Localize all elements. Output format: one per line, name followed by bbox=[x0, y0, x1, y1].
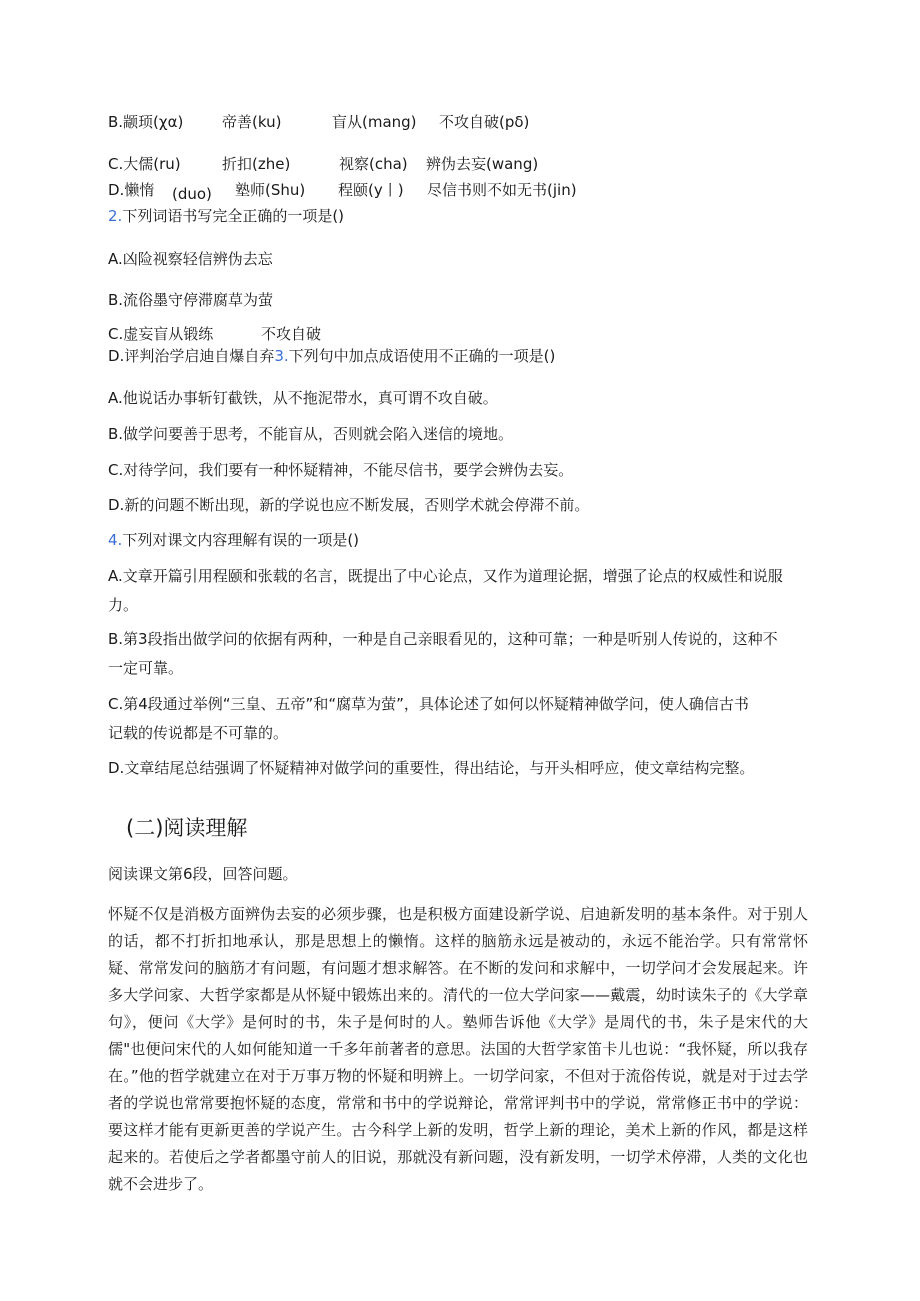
question-3-option-d: D.新的问题不断出现，新的学说也应不断发展，否则学术就会停滞不前。 bbox=[108, 496, 590, 514]
question-3-option-c: C.对待学问，我们要有一种怀疑精神，不能尽信书，要学会辨伪去妄。 bbox=[108, 461, 574, 479]
question-4-number: 4. bbox=[108, 531, 123, 549]
question-4-stem bbox=[108, 530, 359, 550]
question-2-option-c: C.虚妄盲从锻练 bbox=[108, 325, 214, 343]
q1-option-d-word2: 塾师(Shu) bbox=[235, 181, 306, 199]
reading-passage: 怀疑不仅是消极方面辨伪去妄的必须步骤，也是积极方面建设新学说、启迪新发明的基本条件。对于别人的话，都不打折扣地承认，那是思想上的懒惰。这样的脑筋永远是被动的，永远不能治学。只有常常怀疑、常常发问的脑筋才有问题，有问题才想求解答。在不断的发问和求解中，一切学问才会发展起来。许多大学问家、大哲学家都是从怀疑中锻炼出来的。清代的一位大学问家——戴震，幼时读朱子的《大学章句》，便问《大学》是何时的书，朱子是何时的人。塾师告诉他《大学》是周代的书，朱子是宋代的大儒"也便问宋代的人如何能知道一千多年前著者的意思。法国的大哲学家笛卡儿也说：“我怀疑，所以我存在。”他的哲学就建立在对于万事万物的怀疑和明辨上。一切学问家，不但对于流俗传说，就是对于过去学者的学说也常常要抱怀疑的态度，常常和书中的学说辩论，常常评判书中的学说，常常修正书中的学说：要这样才能有更新更善的学说产生。古今科学上新的发明，哲学上新的理论，美术上新的作风，都是这样起来的。若使后之学者都墨守前人的旧说，那就没有新问题，没有新发明，一切学术停滞，人类的文化也就不会进步了。 bbox=[108, 905, 808, 1193]
q1-option-d-word4: 尽信书则不如无书(jin) bbox=[427, 181, 577, 199]
question-4-option-b-line1: B.第3段指出做学问的依据有两种，一种是自己亲眼看见的，这种可靠；一种是听别人传说的，这种不 bbox=[108, 630, 778, 648]
section-2-heading: (二)阅读理解 bbox=[126, 816, 248, 840]
question-4-option-d: D.文章结尾总结强调了怀疑精神对做学问的重要性，得出结论，与开头相呼应，使文章结构完整。 bbox=[108, 759, 755, 777]
q1-option-b-word1: B.颛顼(χα) bbox=[108, 113, 184, 131]
question-3-stem: 下列句中加点成语使用不正确的一项是() bbox=[288, 347, 556, 365]
section-2-instruction: 阅读课文第6段，回答问题。 bbox=[108, 865, 298, 883]
question-3-option-a: A.他说话办事斩钉截铁，从不拖泥带水，真可谓不攻自破。 bbox=[108, 389, 498, 407]
question-3-number: 3. bbox=[274, 347, 289, 365]
question-2-option-d-line bbox=[108, 346, 555, 366]
q1-option-c-word2: 折扣(zhe) bbox=[222, 155, 291, 173]
question-2-option-c-word: 不攻自破 bbox=[261, 325, 322, 343]
q1-option-c-word4: 辨伪去妄(wang) bbox=[426, 155, 539, 173]
q1-option-b-word2: 帝善(ku) bbox=[222, 113, 282, 131]
question-4-option-a-line2: 力。 bbox=[108, 596, 139, 614]
question-2-option-d: D.评判治学启迪自爆自弃 bbox=[108, 347, 275, 365]
question-4-option-b-line2: 一定可靠。 bbox=[108, 659, 184, 677]
question-4-option-c-line1: C.第4段通过举例“三皇、五帝”和“腐草为萤”，具体论述了如何以怀疑精神做学问，使人确信古书 bbox=[108, 695, 749, 713]
question-4-option-c-line2: 记载的传说都是不可靠的。 bbox=[108, 724, 289, 742]
question-2-number: 2. bbox=[108, 207, 123, 225]
q1-option-d-pinyin1: (duo) bbox=[172, 185, 212, 203]
q1-option-c-word3: 视察(cha) bbox=[339, 155, 408, 173]
q1-option-d-word3: 程颐(y丨) bbox=[338, 181, 404, 199]
question-3-option-b: B.做学问要善于思考，不能盲从，否则就会陷入迷信的境地。 bbox=[108, 425, 514, 443]
q1-option-d-word1: D.懒惰 bbox=[108, 181, 155, 199]
question-4-option-a-line1: A.文章开篇引用程颐和张载的名言，既提出了中心论点，又作为道理论据，增强了论点的权威性和说服 bbox=[108, 567, 783, 585]
question-2-option-b: B.流俗墨守停滞腐草为萤 bbox=[108, 291, 274, 309]
question-2-option-a: A.凶险视察轻信辨伪去忘 bbox=[108, 250, 273, 268]
q1-option-c-word1: C.大儒(ru) bbox=[108, 155, 181, 173]
q1-option-b-word3: 盲从(mang) bbox=[332, 113, 417, 131]
question-2-stem bbox=[108, 206, 344, 226]
question-4-text: 下列对课文内容理解有误的一项是() bbox=[122, 531, 360, 549]
question-2-text: 下列词语书写完全正确的一项是() bbox=[122, 207, 345, 225]
q1-option-b-word4: 不攻自破(pδ) bbox=[439, 113, 530, 131]
